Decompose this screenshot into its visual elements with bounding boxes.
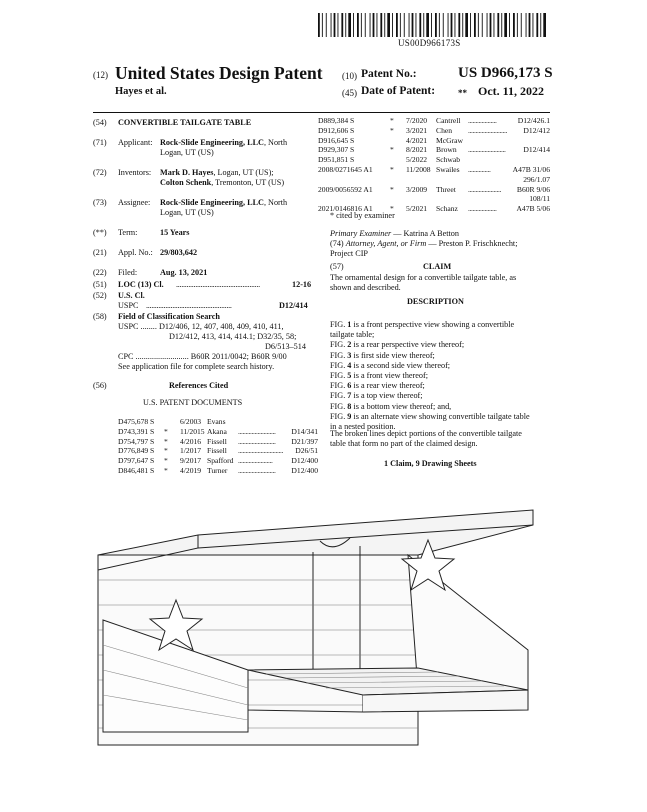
citation-name: Cantrell (436, 116, 461, 125)
barcode-bar (353, 13, 354, 37)
field-code: (71) (93, 138, 107, 147)
barcode-bar (487, 13, 488, 37)
barcode-bar (322, 13, 323, 37)
citation-name: Schanz (436, 204, 458, 214)
date-mark: ** (458, 88, 467, 98)
barcode-text: US00D966173S (398, 38, 461, 48)
citation-date: 3/2021 (406, 125, 428, 135)
citation-row (318, 116, 550, 126)
tailgate-table-drawing (88, 500, 558, 790)
citation-class: A47B 31/06 (512, 164, 550, 174)
citation-class: A47B 5/06 (516, 204, 550, 214)
figure-description-continued: tailgate table; (330, 330, 375, 340)
figure-description-continued: in a nested position. (330, 422, 396, 432)
inventor-name: Colton Schenk (160, 178, 212, 187)
patent-no-label: Patent No.: (361, 68, 417, 80)
inventor-location: , Logan, UT (US); (213, 168, 274, 177)
inventor-1 (160, 168, 274, 178)
citation-doc-number: D929,307 S (318, 145, 355, 155)
citation-date: 4/2019 (180, 465, 202, 475)
fig-label: FIG. (330, 350, 346, 360)
fig-text: is a rear view thereof; (351, 381, 425, 391)
attorney-name: — Preston P. Frischknecht; (426, 239, 518, 248)
fig-text: is a top view thereof; (351, 391, 423, 401)
citation-doc-number: D797,647 S (118, 456, 155, 466)
fig-text: is a front view thereof; (351, 371, 429, 381)
barcode-bar (419, 13, 421, 37)
barcode-bar (448, 13, 449, 37)
barcode-bar (529, 13, 531, 37)
field-code: (54) (93, 118, 107, 127)
citation-doc-number: D754,797 S (118, 436, 155, 446)
barcode-bar (435, 13, 437, 37)
citation-row (118, 456, 318, 466)
fig-label: FIG. (330, 340, 346, 350)
leader-dots: .......................... (468, 125, 507, 135)
patent-date: Oct. 11, 2022 (478, 84, 544, 98)
broken-lines-note-2: table that form no part of the claimed design. (330, 439, 478, 448)
citation-row (318, 155, 550, 165)
citation-row (318, 185, 550, 195)
figure-description-list (330, 320, 550, 432)
citation-date: 11/2015 (180, 426, 205, 436)
barcode-bar (536, 13, 538, 37)
fig-label: FIG. (330, 360, 346, 370)
field-code: (73) (93, 198, 107, 207)
citation-doc-number: D916,645 S (318, 135, 355, 145)
barcode-bar (451, 13, 453, 37)
citation-doc-number: D889,384 S (318, 116, 355, 125)
citation-doc-number: D846,481 S (118, 465, 155, 475)
citation-doc-number: 2009/0056592 A1 (318, 184, 373, 194)
barcode-bar (482, 13, 483, 37)
fig-text: is a rear perspective view thereof; (351, 340, 465, 350)
examiner-name: — Katrina A Betton (391, 229, 459, 238)
barcode-bar (318, 13, 320, 37)
barcode-bar (345, 13, 346, 37)
fig-label: FIG. (330, 371, 346, 381)
patent-number: US D966,173 S (458, 65, 553, 81)
barcode-bar (404, 13, 405, 37)
citation-class: 296/1.07 (523, 174, 550, 184)
date-label: Date of Patent: (361, 85, 436, 97)
assignee-name: Rock-Slide Engineering, LLC (160, 198, 264, 207)
field-code: (51) (93, 280, 107, 289)
citation-name: Spafford (207, 456, 234, 466)
citation-name: Turner (207, 465, 228, 475)
loc-label: LOC (13) Cl. (118, 280, 164, 289)
barcode-bar (426, 13, 429, 37)
barcode-bar (423, 13, 424, 37)
doc-code: (12) (93, 70, 108, 80)
figure-description (330, 381, 550, 391)
header-rule (93, 112, 550, 113)
barcode-bar (543, 13, 546, 37)
barcode-bar (521, 13, 522, 37)
attorney-label: Attorney, Agent, or Firm (345, 239, 427, 248)
citation-name: Fissell (207, 436, 227, 446)
citation-name: Chen (436, 125, 453, 135)
field-code: (**) (93, 228, 107, 237)
uspc-label: USPC (118, 301, 139, 310)
citation-class: D12/412 (523, 125, 550, 135)
field-code: (72) (93, 168, 107, 177)
citation-doc-number: D912,606 S (318, 125, 355, 135)
barcode (318, 13, 546, 37)
leader-dots: ................................................. (146, 301, 232, 310)
barcode-bar (504, 13, 507, 37)
figure-description (330, 361, 550, 371)
citation-date: 11/2008 (406, 164, 431, 174)
citation-doc-number: D951,851 S (318, 155, 355, 165)
leader-dots: ................... (468, 116, 497, 125)
citation-date: 4/2021 (406, 135, 428, 145)
attorney-line-2: Project CIP (330, 249, 368, 258)
leader-dots: ................... (468, 204, 497, 214)
applicant-name: Rock-Slide Engineering, LLC (160, 138, 264, 147)
citation-star: * (164, 426, 168, 436)
barcode-bar (365, 13, 366, 37)
inventors-label: Inventors: (118, 168, 152, 177)
figure-description (330, 412, 550, 422)
fig-number: 7 (347, 391, 352, 401)
citation-name: McGraw (436, 135, 463, 145)
fig-number: 9 (347, 411, 352, 421)
barcode-bar (370, 13, 371, 37)
citation-star: * (390, 204, 394, 214)
fig-number: 8 (347, 401, 352, 411)
figure-description (330, 391, 550, 401)
citation-row (118, 446, 318, 456)
citation-name: Evans (207, 417, 226, 426)
leader-dots: ....................... (238, 456, 273, 466)
citation-doc-number: D475,678 S (118, 417, 155, 426)
citation-star: * (164, 456, 168, 466)
barcode-bar (443, 13, 444, 37)
inventor-location: , Tremonton, UT (US) (211, 178, 285, 187)
barcode-bar (357, 13, 359, 37)
barcode-bar (326, 13, 327, 37)
citation-doc-number: D776,849 S (118, 446, 155, 456)
barcode-bar (387, 13, 390, 37)
citation-date: 5/2021 (406, 204, 428, 214)
leader-dots: ......................... (238, 426, 276, 436)
fig-number: 4 (347, 360, 352, 370)
citation-date: 6/2003 (180, 417, 202, 426)
citation-name: Fissell (207, 446, 227, 456)
barcode-bar (396, 13, 398, 37)
us-cl-value: D12/414 (279, 301, 308, 310)
citation-name: Schwab (436, 155, 461, 165)
barcode-bar (455, 13, 456, 37)
fig-text: is an alternate view showing convertible tailgate table (351, 411, 530, 421)
barcode-bar (377, 13, 378, 37)
citation-row (118, 417, 318, 427)
search-cpc-line: CPC .......................... B60R 2011/0042; B60R 9/00 (118, 352, 287, 361)
term-label: Term: (118, 228, 138, 237)
citation-row (118, 466, 318, 476)
citation-row (318, 194, 550, 204)
inventor-short: Hayes et al. (115, 86, 167, 97)
search-uspc-line-2: D12/412, 413, 414, 414.1; D32/35, 58; (169, 332, 297, 341)
primary-examiner (330, 229, 459, 239)
claims-sheets-summary: 1 Claim, 9 Drawing Sheets (384, 459, 477, 468)
appl-no-label: Appl. No.: (118, 248, 153, 257)
barcode-bar (384, 13, 385, 37)
citation-doc-number: D743,391 S (118, 426, 155, 436)
fig-number: 1 (347, 320, 352, 329)
field-code: (74) (330, 239, 344, 248)
barcode-bar (373, 13, 375, 37)
barcode-bar (540, 13, 541, 37)
field-code: (57) (330, 262, 344, 271)
inventor-name: Mark D. Hayes (160, 168, 214, 177)
claim-heading: CLAIM (423, 262, 452, 271)
citation-row (318, 175, 550, 185)
barcode-bar (392, 13, 393, 37)
field-code: (21) (93, 248, 107, 257)
barcode-bar (338, 13, 339, 37)
filed-label: Filed: (118, 268, 138, 277)
barcode-bar (513, 13, 515, 37)
citation-name: Brown (436, 145, 457, 155)
citation-date: 4/2016 (180, 436, 202, 446)
citation-star: * (164, 465, 168, 475)
citation-row (318, 165, 550, 175)
barcode-bar (431, 13, 432, 37)
citation-name: Swailes (436, 164, 460, 174)
barcode-bar (409, 13, 410, 37)
citation-star: * (390, 116, 394, 125)
leader-dots: .............................. (238, 446, 283, 456)
barcode-bar (526, 13, 527, 37)
barcode-bar (400, 13, 401, 37)
figure-description (330, 320, 550, 330)
citation-row (118, 437, 318, 447)
field-code: (52) (93, 291, 107, 300)
citation-class: D12/426.1 (517, 116, 550, 125)
barcode-bar (517, 13, 518, 37)
citation-date: 5/2022 (406, 155, 428, 165)
barcode-bar (334, 13, 336, 37)
barcode-bar (462, 13, 463, 37)
fig-number: 5 (347, 371, 352, 381)
citation-date: 3/2009 (406, 184, 428, 194)
barcode-bar (465, 13, 468, 37)
figure-description (330, 371, 550, 381)
description-heading: DESCRIPTION (407, 297, 464, 306)
assignee-line-1 (160, 198, 287, 208)
assignee-location: , North (263, 198, 288, 207)
fig-text: is a front perspective view showing a convertible (351, 320, 515, 329)
fig-label: FIG. (330, 381, 346, 391)
fig-number: 6 (347, 381, 352, 391)
patent-no-code: (10) (342, 71, 357, 81)
citation-doc-number: 2008/0271645 A1 (318, 164, 373, 174)
figure-description (330, 351, 550, 361)
citation-class: D12/414 (523, 145, 550, 155)
barcode-bar (501, 13, 502, 37)
citation-class: D14/341 (291, 426, 318, 436)
fig-text: is a second side view thereof; (351, 360, 451, 370)
term-value: 15 Years (160, 228, 190, 237)
search-field-label: Field of Classification Search (118, 312, 220, 321)
leader-dots: ......................... (468, 145, 506, 155)
citation-star: * (164, 446, 168, 456)
filed-value: Aug. 13, 2021 (160, 268, 208, 277)
barcode-bar (497, 13, 499, 37)
citation-row (318, 126, 550, 136)
applicant-line-1 (160, 138, 287, 148)
leader-dots: ......................... (238, 465, 276, 475)
barcode-bar (490, 13, 492, 37)
leader-dots: ................................................ (176, 280, 260, 289)
barcode-bar (380, 13, 382, 37)
leader-dots: ............... (468, 164, 491, 174)
inventor-2 (160, 178, 284, 188)
right-citation-list (318, 116, 550, 214)
applicant-label: Applicant: (118, 138, 153, 147)
citation-star: * (390, 184, 394, 194)
assignee-line-2: Logan, UT (US) (160, 208, 214, 217)
citation-class: D26/51 (295, 446, 318, 456)
barcode-bar (439, 13, 440, 37)
us-cl-label: U.S. Cl. (118, 291, 145, 300)
fig-label: FIG. (330, 411, 346, 421)
appl-no-value: 29/803,642 (160, 248, 198, 257)
barcode-bar (416, 13, 417, 37)
fig-label: FIG. (330, 401, 346, 411)
barcode-bar (412, 13, 414, 37)
loc-value: 12-16 (292, 280, 312, 289)
search-history-note: See application file for complete search history. (118, 362, 275, 371)
barcode-bar (478, 13, 479, 37)
field-code: (56) (93, 381, 107, 390)
citation-date: 9/2017 (180, 456, 202, 466)
citation-row (318, 136, 550, 146)
attorney-line-1 (330, 239, 517, 249)
search-uspc-line-3: D6/513–514 (265, 342, 306, 351)
citation-star: * (390, 125, 394, 135)
citation-star: * (390, 145, 394, 155)
citation-date: 1/2017 (180, 446, 202, 456)
figure-description (330, 402, 550, 412)
fig-label: FIG. (330, 391, 346, 401)
references-heading: References Cited (169, 381, 229, 390)
fig-text: is first side view thereof; (351, 350, 435, 360)
field-code: (22) (93, 268, 107, 277)
citation-doc-number: 2021/0146816 A1 (318, 204, 373, 214)
date-code: (45) (342, 88, 357, 98)
us-patent-docs-heading: U.S. PATENT DOCUMENTS (143, 398, 243, 407)
fig-number: 3 (347, 350, 352, 360)
examiner-label: Primary Examiner (330, 229, 392, 238)
broken-lines-note-1: The broken lines depict portions of the convertible tailgate (330, 429, 522, 438)
citation-row (118, 427, 318, 437)
claim-text-line-1: The ornamental design for a convertible tailgate table, as (330, 273, 517, 282)
applicant-line-2: Logan, UT (US) (160, 148, 214, 157)
left-citation-list (118, 417, 318, 476)
citation-class: 108/11 (529, 194, 550, 204)
citation-class: B60R 9/06 (516, 184, 550, 194)
assignee-label: Assignee: (118, 198, 151, 207)
citation-class: D12/400 (291, 456, 318, 466)
barcode-bar (361, 13, 362, 37)
barcode-bar (348, 13, 351, 37)
citation-name: Akana (207, 426, 227, 436)
leader-dots: ...................... (468, 184, 501, 194)
claim-text-line-2: shown and described. (330, 283, 401, 292)
citation-name: Threet (436, 184, 456, 194)
barcode-bar (474, 13, 476, 37)
cited-by-examiner-note: * cited by examiner (330, 211, 395, 220)
leader-dots: ......................... (238, 436, 276, 446)
document-title: United States Design Patent (115, 63, 323, 83)
barcode-bar (470, 13, 471, 37)
search-uspc-line-1: USPC ........ D12/406, 12, 407, 408, 409, 410, 411, (118, 322, 284, 331)
fig-label: FIG. (330, 320, 346, 329)
fig-number: 2 (347, 340, 352, 350)
citation-row (318, 145, 550, 155)
citation-star: * (164, 436, 168, 446)
citation-star: * (390, 164, 394, 174)
barcode-bar (494, 13, 495, 37)
citation-date: 8/2021 (406, 145, 428, 155)
barcode-bar (458, 13, 460, 37)
barcode-bar (331, 13, 332, 37)
field-code: (58) (93, 312, 107, 321)
barcode-bar (509, 13, 510, 37)
applicant-location: , North (263, 138, 288, 147)
figure-description (330, 340, 550, 350)
fig-text: is a bottom view thereof; and, (351, 401, 452, 411)
citation-date: 7/2020 (406, 116, 428, 125)
barcode-bar (533, 13, 534, 37)
citation-class: D21/397 (291, 436, 318, 446)
barcode-bar (341, 13, 343, 37)
title-field: CONVERTIBLE TAILGATE TABLE (118, 118, 252, 127)
citation-class: D12/400 (291, 465, 318, 475)
